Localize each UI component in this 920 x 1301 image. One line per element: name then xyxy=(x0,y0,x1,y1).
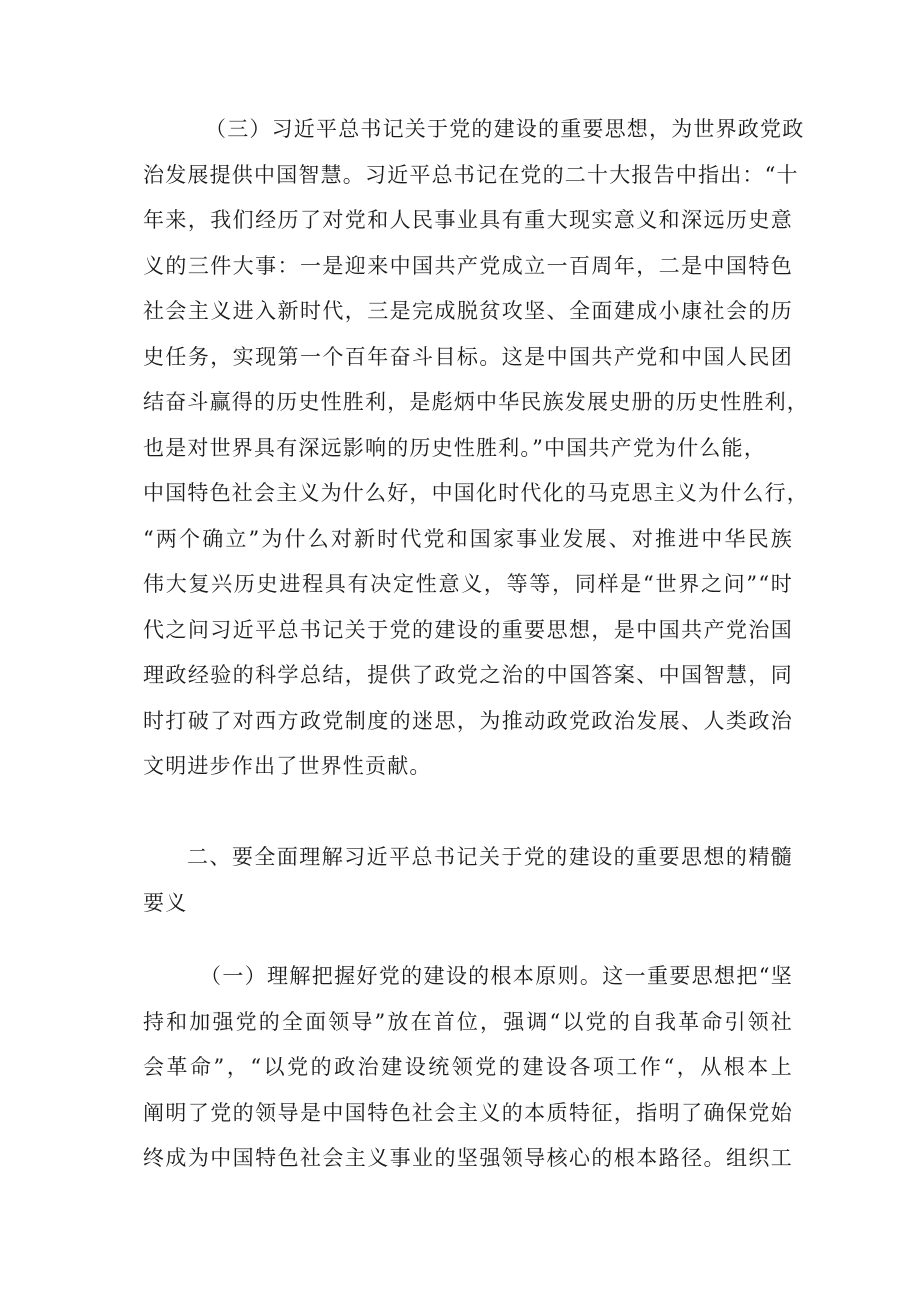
text-line: 治发展提供中国智慧。习近平总书记在党的二十大报告中指出：“十 xyxy=(143,162,799,187)
heading-line: 要义 xyxy=(143,890,188,915)
text-line: 时打破了对西方政党制度的迷思，为推动政党政治发展、人类政治 xyxy=(143,708,793,733)
text-line: 终成为中国特色社会主义事业的坚强领导核心的根本路径。组织工 xyxy=(143,1146,793,1170)
text-line: 年来，我们经历了对党和人民事业具有重大现实意义和深远历史意 xyxy=(143,208,793,232)
text-line: 文明进步作出了世界性贡献。 xyxy=(143,754,432,778)
text-line: 结奋斗赢得的历史性胜利，是彪炳中华民族发展史册的历史性胜利， xyxy=(143,390,809,414)
text-line: 中国特色社会主义为什么好，中国化时代化的马克思主义为什么行， xyxy=(143,481,809,505)
text-line: 伟大复兴历史进程具有决定性意义，等等，同样是“世界之问”“时 xyxy=(143,572,793,596)
text-line: 也是对世界具有深远影响的历史性胜利。”中国共产党为什么能， xyxy=(143,435,767,460)
text-line: 义的三件大事：一是迎来中国共产党成立一百周年，二是中国特色 xyxy=(143,253,793,278)
paragraph-fundamental-principle xyxy=(143,954,793,1182)
text-line: 阐明了党的领导是中国特色社会主义的本质特征，指明了确保党始 xyxy=(143,1100,793,1125)
text-line: 史任务，实现第一个百年奋斗目标。这是中国共产党和中国人民团 xyxy=(143,344,793,369)
section-heading-two xyxy=(143,835,793,926)
text-line: “两个确立”为什么对新时代党和国家事业发展、对推进中华民族 xyxy=(143,526,793,551)
text-line: （三）习近平总书记关于党的建设的重要思想，为世界政党政 xyxy=(205,117,805,141)
paragraph-party-building-wisdom xyxy=(143,107,809,790)
text-line: 理政经验的科学总结，提供了政党之治的中国答案、中国智慧，同 xyxy=(143,663,793,687)
text-line: 代之问习近平总书记关于党的建设的重要思想，是中国共产党治国 xyxy=(143,617,793,642)
text-line: 持和加强党的全面领导”放在首位，强调“以党的自我革命引领社 xyxy=(143,1009,793,1034)
text-line: （一）理解把握好党的建设的根本原则。这一重要思想把“坚 xyxy=(200,964,793,988)
text-line: 社会主义进入新时代，三是完成脱贫攻坚、全面建成小康社会的历 xyxy=(143,299,793,323)
heading-line: 二、要全面理解习近平总书记关于党的建设的重要思想的精髓 xyxy=(187,845,793,869)
text-line: 会革命”，“以党的政治建设统领党的建设各项工作“，从根本上 xyxy=(143,1055,793,1079)
